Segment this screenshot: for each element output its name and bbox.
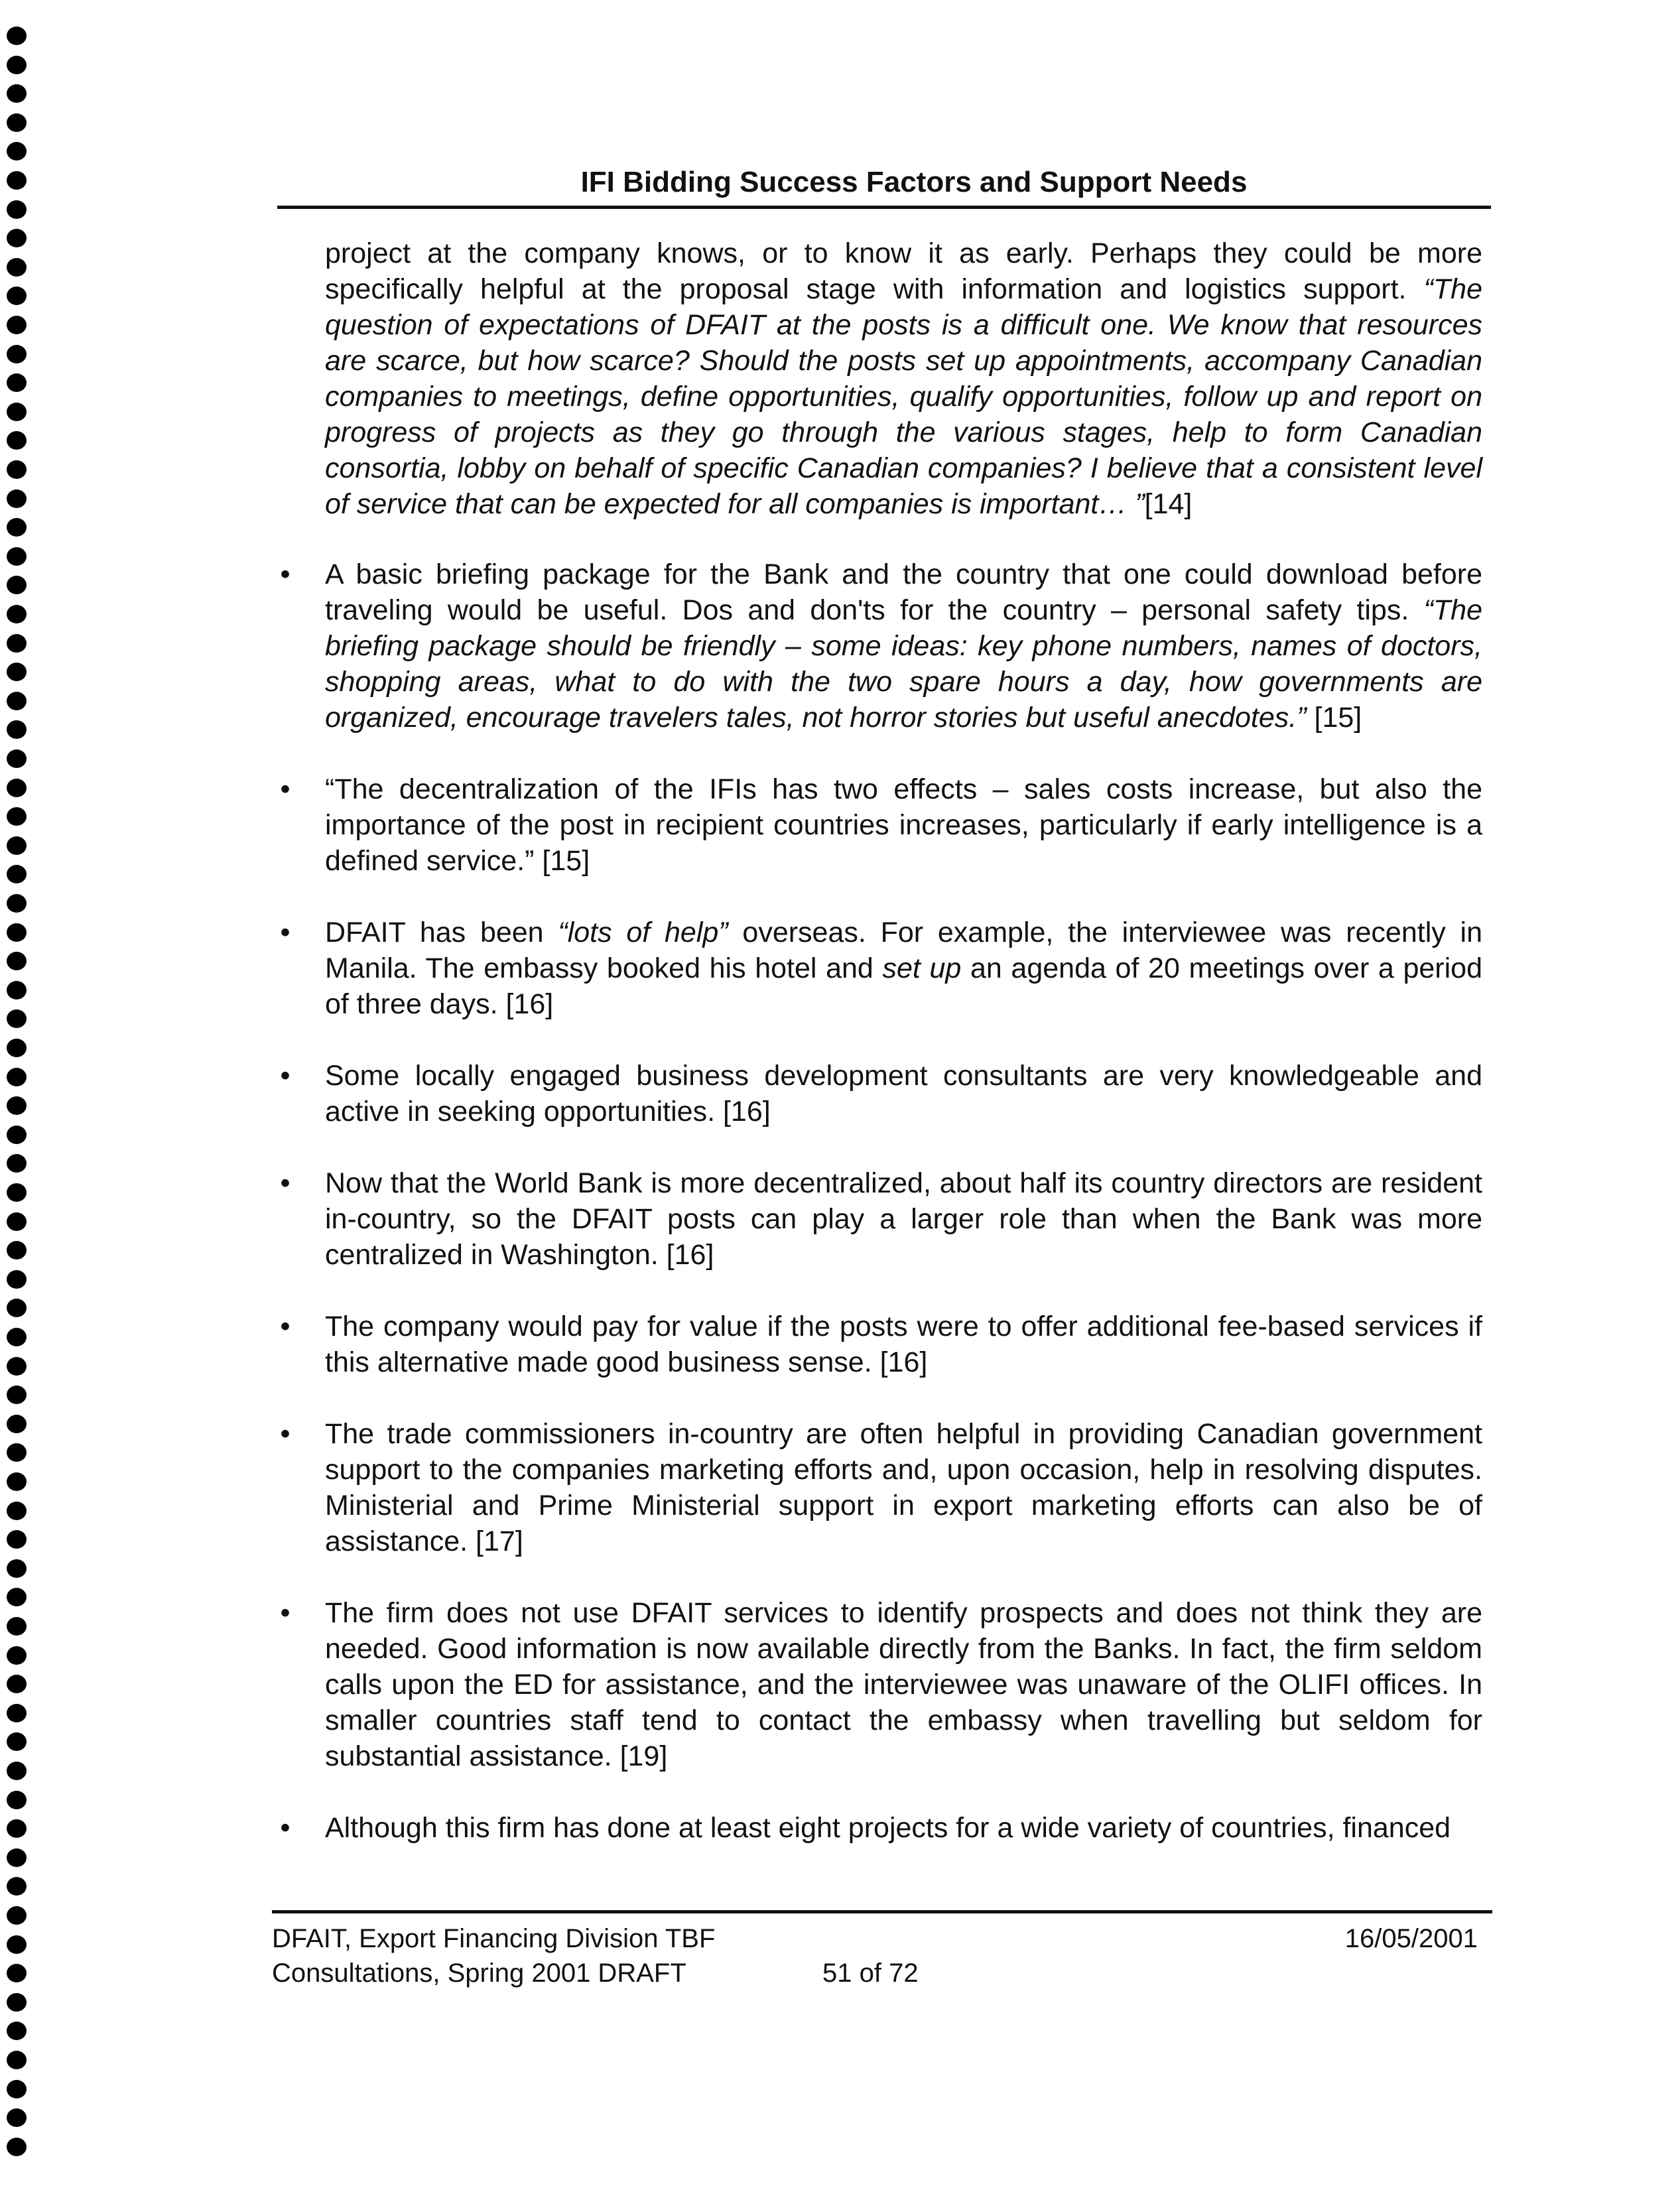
binder-hole	[7, 1848, 27, 1867]
binder-hole	[7, 605, 27, 623]
binder-hole	[7, 1732, 27, 1751]
list-item-text: The trade commissioners in-country are often helpful in providing Canadian government support to the companies marketing efforts and, upon occasion, help in resolving disputes. Ministerial and Prime Ministerial support in export marketing efforts can also be of assistance. [17]	[325, 1418, 1482, 1557]
bullet-icon: •	[280, 558, 291, 590]
binder-hole	[7, 1126, 27, 1144]
bullet-icon: •	[280, 1812, 291, 1844]
binder-hole	[7, 489, 27, 508]
list-item-quote: “The briefing package should be friendly – some ideas: key phone numbers, names of doctors, shopping areas, what to do with the two spare hours a day, how governments are organized, encourage travelers tales, not horror stories but useful anecdotes.”	[325, 594, 1482, 734]
page-footer	[272, 1910, 1492, 2000]
binder-hole	[7, 403, 27, 421]
intro-reference: [14]	[1144, 488, 1193, 520]
binder-hole	[7, 142, 27, 161]
list-item	[280, 1810, 1482, 1846]
binder-hole	[7, 1588, 27, 1606]
list-item-text: an agenda of 20 meetings over a period of three days. [16]	[325, 952, 1483, 1020]
list-item-text: overseas. For example, the interviewee was recently in Manila. The embassy booked his hotel and	[325, 917, 1482, 984]
binder-hole	[7, 1357, 27, 1376]
binder-hole	[7, 27, 27, 45]
bullet-icon: •	[280, 1060, 291, 1092]
binder-hole	[7, 981, 27, 1000]
binder-hole	[7, 1819, 27, 1838]
bullet-icon: •	[280, 917, 291, 948]
binder-hole	[7, 1559, 27, 1578]
binder-hole	[7, 316, 27, 334]
binder-hole	[7, 634, 27, 653]
binder-hole	[7, 807, 27, 826]
binder-hole	[7, 1617, 27, 1636]
binder-hole	[7, 1675, 27, 1693]
binder-hole	[7, 287, 27, 305]
document-body	[280, 235, 1483, 1882]
footer-line-1: DFAIT, Export Financing Division TBF	[272, 1924, 716, 1953]
binder-hole	[7, 56, 27, 74]
page-header	[277, 159, 1491, 209]
binder-hole	[7, 345, 27, 363]
binder-hole	[7, 2022, 27, 2040]
binder-hole	[7, 2138, 27, 2156]
binder-hole	[7, 1096, 27, 1115]
binder-hole	[7, 1443, 27, 1462]
binder-hole	[7, 1964, 27, 1982]
list-item	[280, 771, 1482, 879]
list-item-emphasis: set up	[882, 952, 962, 984]
binder-hole	[7, 1068, 27, 1086]
binder-hole	[7, 1415, 27, 1433]
binder-hole	[7, 779, 27, 797]
binder-hole	[7, 171, 27, 190]
list-item	[280, 915, 1483, 1022]
binder-hole	[7, 749, 27, 768]
binder-hole	[7, 200, 27, 219]
list-item	[280, 1416, 1482, 1559]
list-item-text: “The decentralization of the IFIs has two effects – sales costs increase, but also the importance of the post in recipient countries increases, particularly if early intelligence is a defined service.” [15]	[325, 773, 1482, 877]
binder-hole	[7, 2108, 27, 2127]
footer-date: 16/05/2001	[1344, 1924, 1478, 1953]
list-item-text: Now that the World Bank is more decentralized, about half its country directors are resident in-country, so the DFAIT posts can play a larger role than when the Bank was more centralized in Washington. [16]	[325, 1167, 1482, 1271]
binder-hole	[7, 1530, 27, 1549]
page-title: IFI Bidding Success Factors and Support Needs	[580, 166, 1248, 198]
binder-hole	[7, 2051, 27, 2069]
binder-hole	[7, 1270, 27, 1289]
list-item-quote: “lots of help”	[558, 917, 728, 948]
binder-hole	[7, 1791, 27, 1809]
binder-hole	[7, 1935, 27, 1954]
intro-quote: “The question of expectations of DFAIT at the posts is a difficult one. We know that resources are scarce, but how scarce? Should the posts set up appointments, accompany Canadian companies to meetings, define opportunities, qualify opportunities, follow up and report on progress of projects as they go through the various stages, help to form Canadian consortia, lobby on behalf of specific Canadian companies? I believe that a consistent level of service that can be expected for all companies is important… ”	[325, 273, 1482, 520]
binder-hole	[7, 547, 27, 566]
binder-hole	[7, 258, 27, 277]
intro-paragraph	[325, 235, 1482, 522]
binder-hole	[7, 113, 27, 132]
list-item-reference: [15]	[1306, 702, 1362, 734]
bullet-list	[280, 556, 1483, 1846]
binder-hole	[7, 1646, 27, 1665]
list-item-text: The company would pay for value if the posts were to offer additional fee-based services if this alternative made good business sense. [16]	[325, 1311, 1482, 1378]
binder-hole	[7, 1154, 27, 1173]
bullet-icon: •	[280, 773, 291, 805]
footer-source	[272, 1921, 715, 1990]
binder-hole	[7, 229, 27, 247]
binder-hole	[7, 663, 27, 681]
binder-hole	[7, 518, 27, 537]
binder-hole	[7, 1877, 27, 1896]
binder-hole	[7, 1212, 27, 1231]
bullet-icon: •	[280, 1597, 291, 1629]
intro-text: project at the company knows, or to know it as early. Perhaps they could be more specifically helpful at the proposal stage with information and logistics support.	[325, 237, 1482, 305]
binder-hole	[7, 692, 27, 710]
binder-hole	[7, 1502, 27, 1520]
binder-hole	[7, 952, 27, 970]
list-item	[280, 556, 1482, 736]
binder-hole	[7, 865, 27, 883]
page-number: 51 of 72	[822, 1959, 919, 1988]
binder-hole	[7, 1472, 27, 1491]
binder-hole	[7, 1009, 27, 1028]
binder-hole	[7, 1328, 27, 1346]
list-item	[280, 1309, 1482, 1380]
bullet-icon: •	[280, 1418, 291, 1450]
binder-hole	[7, 894, 27, 913]
binder-hole	[7, 1906, 27, 1925]
binder-hole	[7, 1241, 27, 1259]
binder-hole	[7, 1386, 27, 1404]
binder-hole	[7, 836, 27, 855]
binder-hole	[7, 2080, 27, 2098]
list-item	[280, 1058, 1482, 1129]
bullet-icon: •	[280, 1167, 291, 1199]
binder-hole	[7, 1183, 27, 1202]
binder-hole	[7, 431, 27, 450]
footer-line-2: Consultations, Spring 2001 DRAFT	[272, 1959, 686, 1988]
binder-holes	[3, 27, 32, 2189]
binder-hole	[7, 460, 27, 479]
list-item	[280, 1165, 1482, 1273]
binder-hole	[7, 84, 27, 103]
binder-hole	[7, 576, 27, 594]
binder-hole	[7, 720, 27, 739]
list-item-text: A basic briefing package for the Bank and the country that one could download before traveling would be useful. Dos and don'ts for the country – personal safety tips.	[325, 558, 1482, 626]
list-item-text: Some locally engaged business development consultants are very knowledgeable and active in seeking opportunities. [16]	[325, 1060, 1482, 1128]
binder-hole	[7, 1993, 27, 2012]
binder-hole	[7, 373, 27, 392]
list-item-text: Although this firm has done at least eight projects for a wide variety of countries, financed	[325, 1812, 1451, 1844]
list-item-text: DFAIT has been	[325, 917, 558, 948]
binder-hole	[7, 1704, 27, 1722]
binder-hole	[7, 1762, 27, 1780]
binder-hole	[7, 1299, 27, 1317]
binder-hole	[7, 923, 27, 942]
list-item	[280, 1595, 1482, 1774]
bullet-icon: •	[280, 1311, 291, 1342]
binder-hole	[7, 1039, 27, 1057]
list-item-text: The firm does not use DFAIT services to identify prospects and does not think they are needed. Good information is now available directly from the Banks. In fact, the firm seldom calls upon the ED for assistance, and the interviewee was unaware of the OLIFI offices. In smaller countries staff tend to contact the embassy when travelling but seldom for substantial assistance. [19]	[325, 1597, 1482, 1772]
